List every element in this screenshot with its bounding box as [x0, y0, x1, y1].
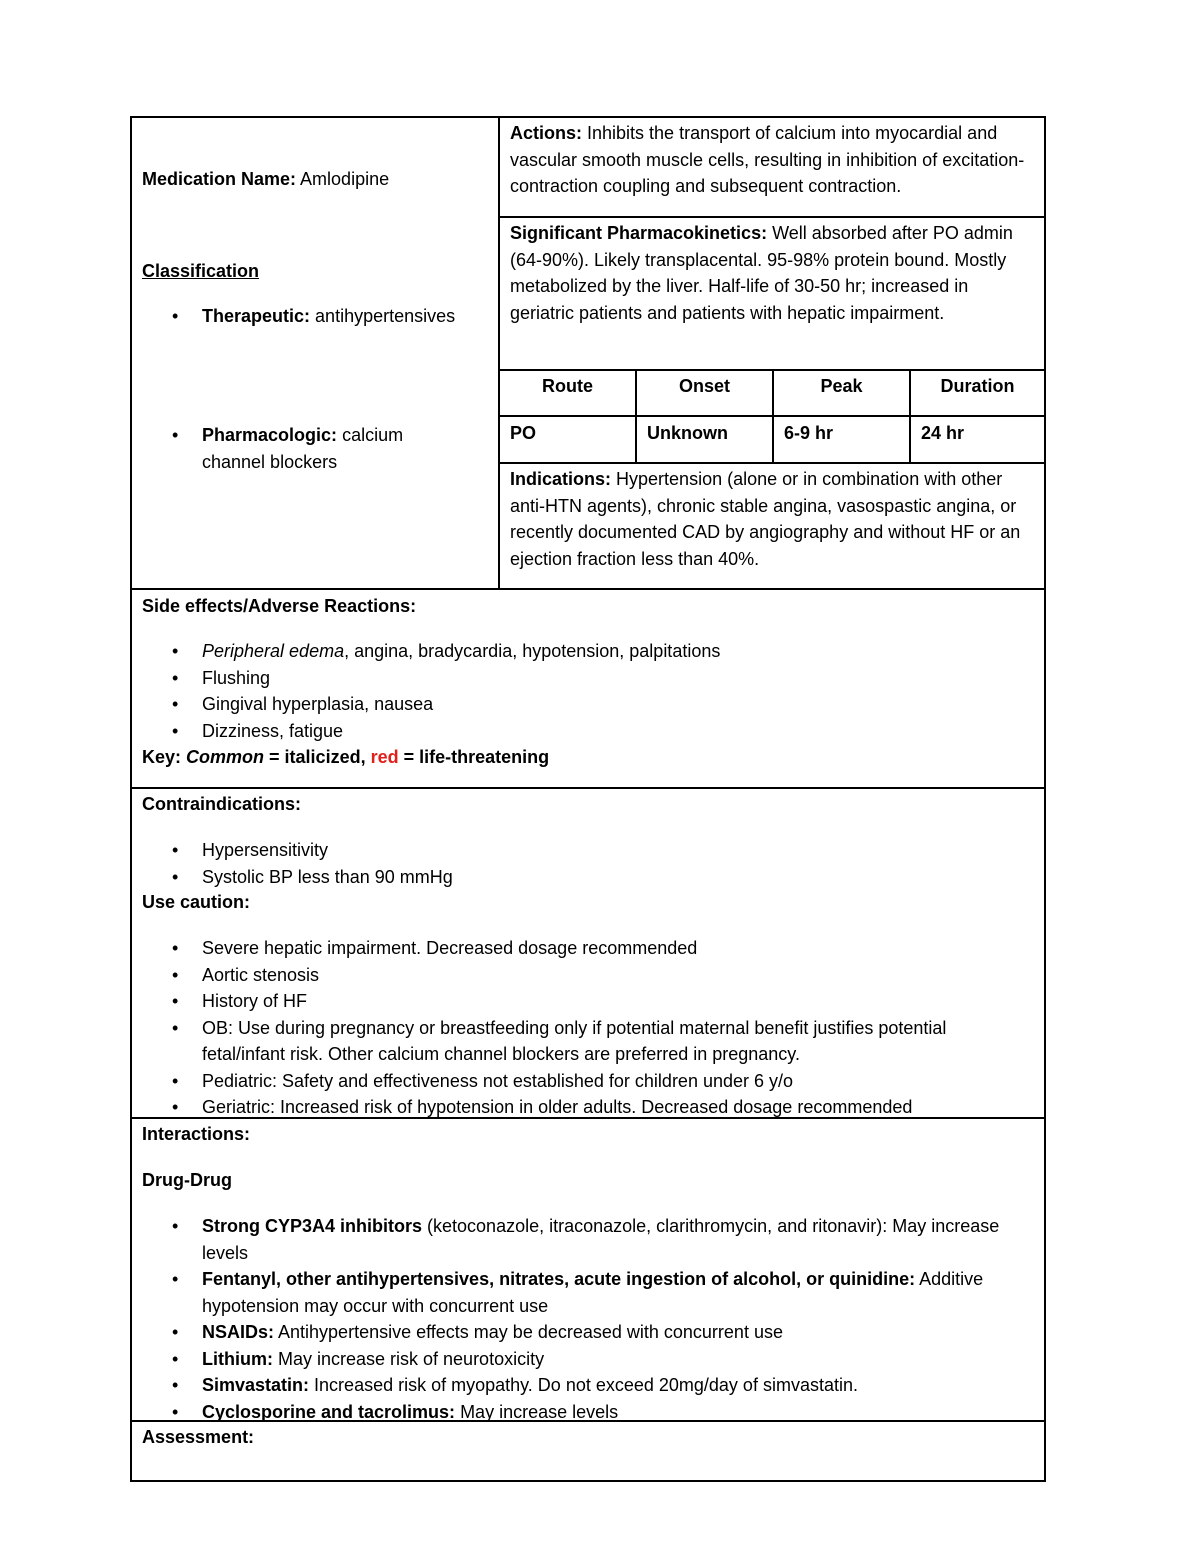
interaction-3-effect: Antihypertensive effects may be decreased with concurrent use — [274, 1322, 783, 1342]
key-common: Common — [186, 747, 265, 767]
contraindication-item-1: • Hypersensitivity — [132, 837, 1032, 864]
interaction-item-1 — [132, 1213, 1037, 1266]
side-effect-common-text: Peripheral edema — [202, 641, 345, 661]
table-header-duration: Duration — [940, 376, 1015, 396]
actions-text: Inhibits the transport of calcium into myocardial and vascular smooth muscle cells, resulting in inhibition of excitation-contraction coupling and subsequent contraction. — [510, 123, 1025, 196]
interaction-item-3 — [132, 1319, 1037, 1346]
interaction-4-drug: Lithium: — [202, 1348, 273, 1369]
interaction-item-2 — [132, 1266, 1037, 1319]
interaction-item-6 — [132, 1399, 1037, 1426]
top-column-divider — [498, 118, 500, 590]
divider-contraindications — [132, 787, 1044, 789]
side-effects-list — [132, 638, 1032, 744]
therapeutic-item — [132, 303, 492, 330]
therapeutic-value: antihypertensives — [315, 306, 456, 326]
interactions-list — [132, 1213, 1037, 1425]
actions-section — [510, 120, 1038, 200]
table-header-peak: Peak — [820, 376, 863, 396]
medication-name-value: Amlodipine — [300, 169, 390, 189]
contraindication-item-2: • Systolic BP less than 90 mmHg — [132, 864, 1032, 891]
key-eq2: = life-threatening — [398, 747, 550, 767]
interactions-heading: Interactions: — [142, 1124, 251, 1144]
therapeutic-list — [132, 303, 492, 330]
pharmacologic-value: calcium channel blockers — [202, 425, 404, 472]
caution-item-1: • Severe hepatic impairment. Decreased dosage recommended — [132, 935, 1002, 962]
caution-item-4: • OB: Use during pregnancy or breastfeeding only if potential maternal benefit justifies potential fetal/infant risk. Other calcium channel blockers are preferred in pregnancy. — [132, 1015, 1002, 1068]
side-effect-item-3: • Gingival hyperplasia, nausea — [132, 691, 1032, 718]
pharmacologic-label: Pharmacologic: — [202, 425, 338, 445]
pharmacokinetics-label: Significant Pharmacokinetics: — [510, 223, 768, 243]
therapeutic-label: Therapeutic: — [202, 306, 311, 326]
caution-item-6: • Geriatric: Increased risk of hypotension in older adults. Decreased dosage recommended — [132, 1094, 1002, 1121]
use-caution-list — [132, 935, 1002, 1121]
caution-item-2: • Aortic stenosis — [132, 962, 1002, 989]
drug-card-table — [130, 116, 1046, 1482]
table-cell-route: PO — [510, 423, 537, 443]
medication-name-label: Medication Name: — [142, 169, 297, 189]
contraindications-heading: Contraindications: — [142, 794, 302, 814]
caution-item-5: • Pediatric: Safety and effectiveness not established for children under 6 y/o — [132, 1068, 1002, 1095]
indications-label: Indications: — [510, 469, 612, 489]
interaction-4-effect: May increase risk of neurotoxicity — [272, 1348, 545, 1369]
actions-label: Actions: — [510, 123, 582, 143]
indications-section — [510, 466, 1030, 572]
divider-table-row — [498, 462, 1044, 464]
caution-item-3: • History of HF — [132, 988, 1002, 1015]
pharmacologic-item — [132, 422, 452, 475]
pharmacokinetics-text: Well absorbed after PO admin (64-90%). Likely transplacental. 95-98% protein bound. Mostly metabolized by the liver. Half-life of 30-50 hr; increased in geriatric patients and patients with hepatic impairment. — [510, 223, 1013, 323]
interaction-2-drug: Fentanyl, other antihypertensives, nitrates, acute ingestion of alcohol, or quinidine: — [202, 1269, 916, 1289]
interaction-1-drug: Strong CYP3A4 inhibitors — [202, 1216, 423, 1236]
key-red: red — [370, 747, 399, 767]
side-effects-key — [142, 744, 549, 771]
side-effect-item-1 — [132, 638, 1032, 665]
assessment-heading: Assessment: — [142, 1427, 255, 1447]
classification-heading — [142, 258, 259, 285]
table-cell-onset: Unknown — [647, 423, 728, 443]
key-eq1: = italicized, — [264, 747, 371, 767]
classification-heading-text: Classification — [142, 261, 260, 281]
indications-text: Hypertension (alone or in combination with other anti-HTN agents), chronic stable angina, vasospastic angina, or recently documented CAD by angiography and without HF or an ejection fraction less than 40%. — [510, 469, 1021, 569]
use-caution-heading: Use caution: — [142, 892, 251, 912]
medication-name — [142, 166, 389, 193]
interaction-item-5 — [132, 1372, 1037, 1399]
interaction-item-4 — [132, 1346, 1037, 1373]
interaction-5-effect: Increased risk of myopathy. Do not exceed 20mg/day of simvastatin. — [309, 1375, 858, 1395]
divider-side-effects — [132, 588, 1044, 590]
divider-table-header — [498, 415, 1044, 417]
interaction-3-drug: NSAIDs: — [202, 1322, 275, 1342]
side-effect-rest-text: , angina, bradycardia, hypotension, palpitations — [344, 641, 721, 661]
interaction-6-drug: Cyclosporine and tacrolimus: — [202, 1401, 456, 1422]
contraindications-list — [132, 837, 1032, 890]
interaction-2-effect: Additive hypotension may occur with concurrent use — [202, 1269, 984, 1316]
divider-actions — [498, 216, 1044, 218]
interaction-5-drug: Simvastatin: — [202, 1375, 310, 1395]
side-effects-heading: Side effects/Adverse Reactions: — [142, 596, 417, 616]
table-header-onset: Onset — [678, 376, 730, 396]
table-cell-peak: 6-9 hr — [784, 423, 834, 443]
interaction-6-effect: May increase levels — [455, 1401, 619, 1422]
table-cell-duration: 24 hr — [921, 423, 965, 443]
side-effect-item-4: • Dizziness, fatigue — [132, 718, 1032, 745]
divider-pk — [498, 369, 1044, 371]
drug-drug-heading: Drug-Drug — [142, 1170, 232, 1190]
pharmacologic-list — [132, 422, 452, 475]
pharmacokinetics-section — [510, 220, 1030, 326]
interaction-1-effect: (ketoconazole, itraconazole, clarithromycin, and ritonavir): May increase levels — [202, 1216, 1000, 1263]
side-effect-item-2: • Flushing — [132, 665, 1032, 692]
key-label: Key: — [142, 747, 182, 767]
table-header-route: Route — [542, 376, 593, 396]
